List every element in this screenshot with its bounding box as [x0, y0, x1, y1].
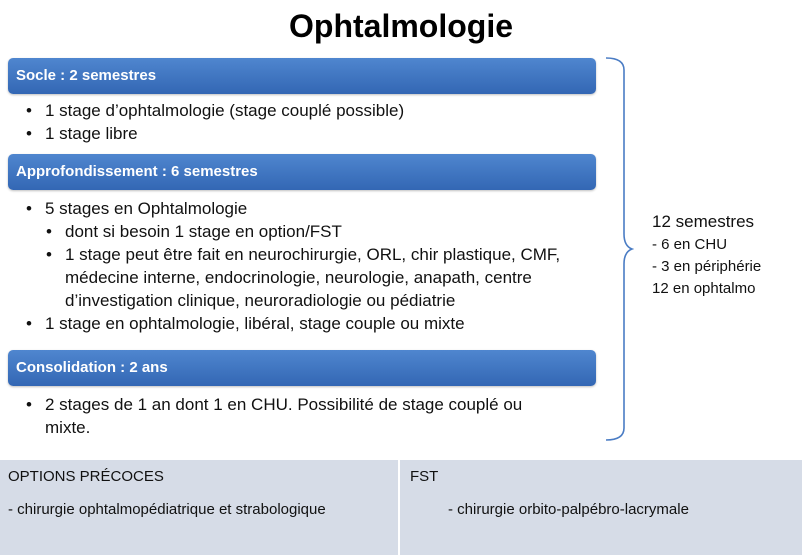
- section-header-approfondissement: Approfondissement : 6 semestres: [8, 154, 596, 190]
- curly-brace: [604, 56, 634, 442]
- summary-line-peripherie: - 3 en périphérie: [652, 258, 762, 275]
- fst-title: FST: [410, 468, 439, 485]
- sub-list-item: • dont si besoin 1 stage en option/FST: [46, 220, 586, 243]
- fst-item: - chirurgie orbito-palpébro-lacrymale: [448, 501, 689, 518]
- socle-bullet-list: [26, 99, 404, 145]
- consolidation-bullet-list: [26, 393, 566, 439]
- semester-summary: [652, 210, 761, 300]
- section-header-consolidation: Consolidation : 2 ans: [8, 350, 596, 386]
- options-precoces-cell: [0, 460, 400, 555]
- summary-line-ophtalmo: 12 en ophtalmo: [652, 280, 756, 297]
- fst-cell: [402, 460, 802, 555]
- summary-line-chu: - 6 en CHU: [652, 236, 728, 253]
- approfondissement-bullet-list: [26, 197, 586, 335]
- list-item: • 1 stage d’ophtalmologie (stage couplé possible): [26, 99, 404, 122]
- options-precoces-title: OPTIONS PRÉCOCES: [8, 468, 164, 485]
- list-item: • 1 stage libre: [26, 122, 404, 145]
- list-item: • 1 stage en ophtalmologie, libéral, stage couple ou mixte: [26, 312, 586, 335]
- section-header-socle: Socle : 2 semestres: [8, 58, 596, 94]
- options-table: [0, 460, 802, 555]
- list-item: • 2 stages de 1 an dont 1 en CHU. Possibilité de stage couplé ou mixte.: [26, 393, 566, 439]
- page-title: Ophtalmologie: [289, 8, 513, 44]
- sub-list-item: • 1 stage peut être fait en neurochirurgie, ORL, chir plastique, CMF, médecine interne, endocrinologie, neurologie, anapath, centre d’investigation clinique, neuroradiologie ou pédiatrie: [46, 243, 586, 312]
- options-precoces-item: - chirurgie ophtalmopédiatrique et strabologique: [8, 501, 326, 518]
- summary-total: 12 semestres: [652, 212, 755, 231]
- list-item: • 5 stages en Ophtalmologie: [26, 197, 586, 220]
